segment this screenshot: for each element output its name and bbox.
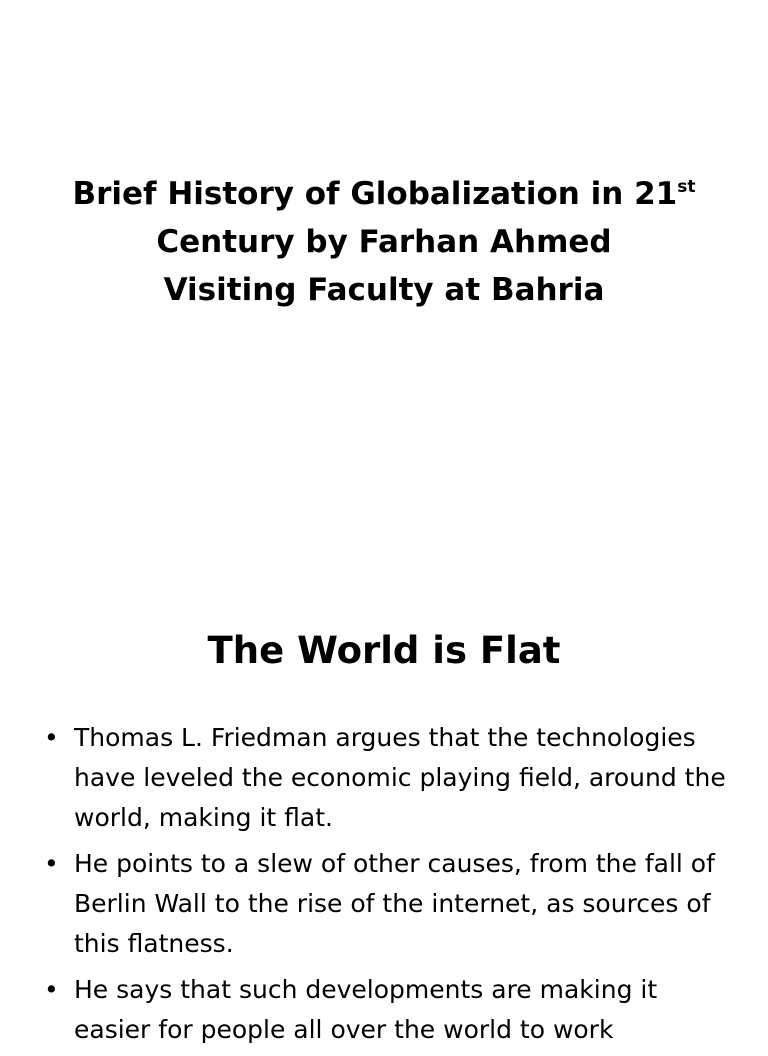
title-line-1-text: Brief History of Globalization in 21	[72, 176, 678, 212]
bullet-list	[0, 718, 768, 1056]
title-line-1	[0, 170, 768, 218]
bullet-item-2	[0, 844, 768, 964]
bullet-dot: •	[44, 975, 59, 1004]
slide-heading: The World is Flat	[207, 629, 561, 672]
bullet-text: He points to a slew of other causes, from the fall of Berlin Wall to the rise of the internet, as sources of this flatness.	[74, 849, 715, 958]
content-slide	[0, 576, 768, 1044]
bullet-item-1	[0, 718, 768, 838]
bullet-dot: •	[44, 723, 59, 752]
bullet-item-3	[0, 970, 768, 1050]
bullet-text: He says that such developments are making it easier for people all over the world to work	[74, 975, 658, 1044]
title-superscript: st	[677, 177, 696, 197]
bullet-dot: •	[44, 849, 59, 878]
bullet-text: Thomas L. Friedman argues that the technologies have leveled the economic playing field, around the world, making it flat.	[74, 723, 726, 832]
title-line-3: Visiting Faculty at Bahria	[163, 272, 605, 308]
title-line-2: Century by Farhan Ahmed	[156, 224, 612, 260]
slide-title	[0, 170, 768, 314]
